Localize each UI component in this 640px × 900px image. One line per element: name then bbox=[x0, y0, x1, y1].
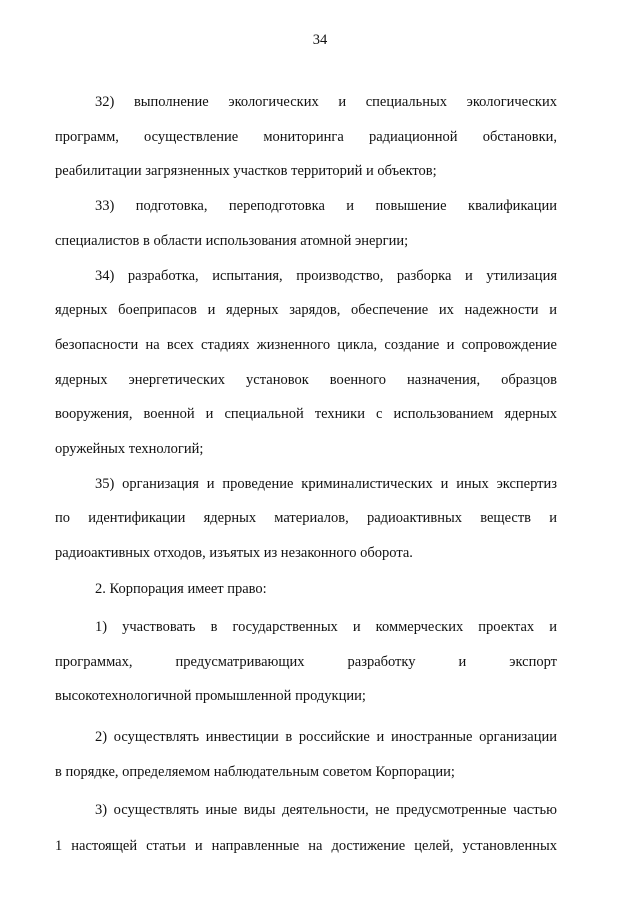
text-line: вооружения, военной и специальной техники с использованием ядерных bbox=[55, 406, 557, 422]
text-line: 3) осуществлять иные виды деятельности, не предусмотренные частью bbox=[95, 802, 557, 818]
text-line: безопасности на всех стадиях жизненного цикла, создание и сопровождение bbox=[55, 337, 557, 353]
text-line: 35) организация и проведение криминалистических и иных экспертиз bbox=[95, 476, 557, 492]
text-line: реабилитации загрязненных участков территорий и объектов; bbox=[55, 163, 437, 179]
text-line: 1) участвовать в государственных и коммерческих проектах и bbox=[95, 619, 557, 635]
text-line: ядерных энергетических установок военного назначения, образцов bbox=[55, 372, 557, 388]
text-line: 34) разработка, испытания, производство, разборка и утилизация bbox=[95, 268, 557, 284]
section-heading: 2. Корпорация имеет право: bbox=[95, 581, 267, 597]
text-line: радиоактивных отходов, изъятых из незаконного оборота. bbox=[55, 545, 413, 561]
text-line: оружейных технологий; bbox=[55, 441, 204, 457]
text-line: специалистов в области использования атомной энергии; bbox=[55, 233, 409, 249]
text-line: в порядке, определяемом наблюдательным советом Корпорации; bbox=[55, 764, 455, 780]
text-line: программах, предусматривающих разработку и экспорт bbox=[55, 654, 557, 670]
text-line: по идентификации ядерных материалов, радиоактивных веществ и bbox=[55, 510, 557, 526]
text-line: 33) подготовка, переподготовка и повышение квалификации bbox=[95, 198, 557, 214]
text-line: программ, осуществление мониторинга радиационной обстановки, bbox=[55, 129, 557, 145]
text-line: высокотехнологичной промышленной продукции; bbox=[55, 688, 366, 704]
page-number: 34 bbox=[312, 32, 328, 48]
text-line: 2) осуществлять инвестиции в российские и иностранные организации bbox=[95, 729, 557, 745]
text-line: ядерных боеприпасов и ядерных зарядов, обеспечение их надежности и bbox=[55, 302, 557, 318]
text-line: 32) выполнение экологических и специальных экологических bbox=[95, 94, 557, 110]
text-line: 1 настоящей статьи и направленные на достижение целей, установленных bbox=[55, 838, 557, 854]
